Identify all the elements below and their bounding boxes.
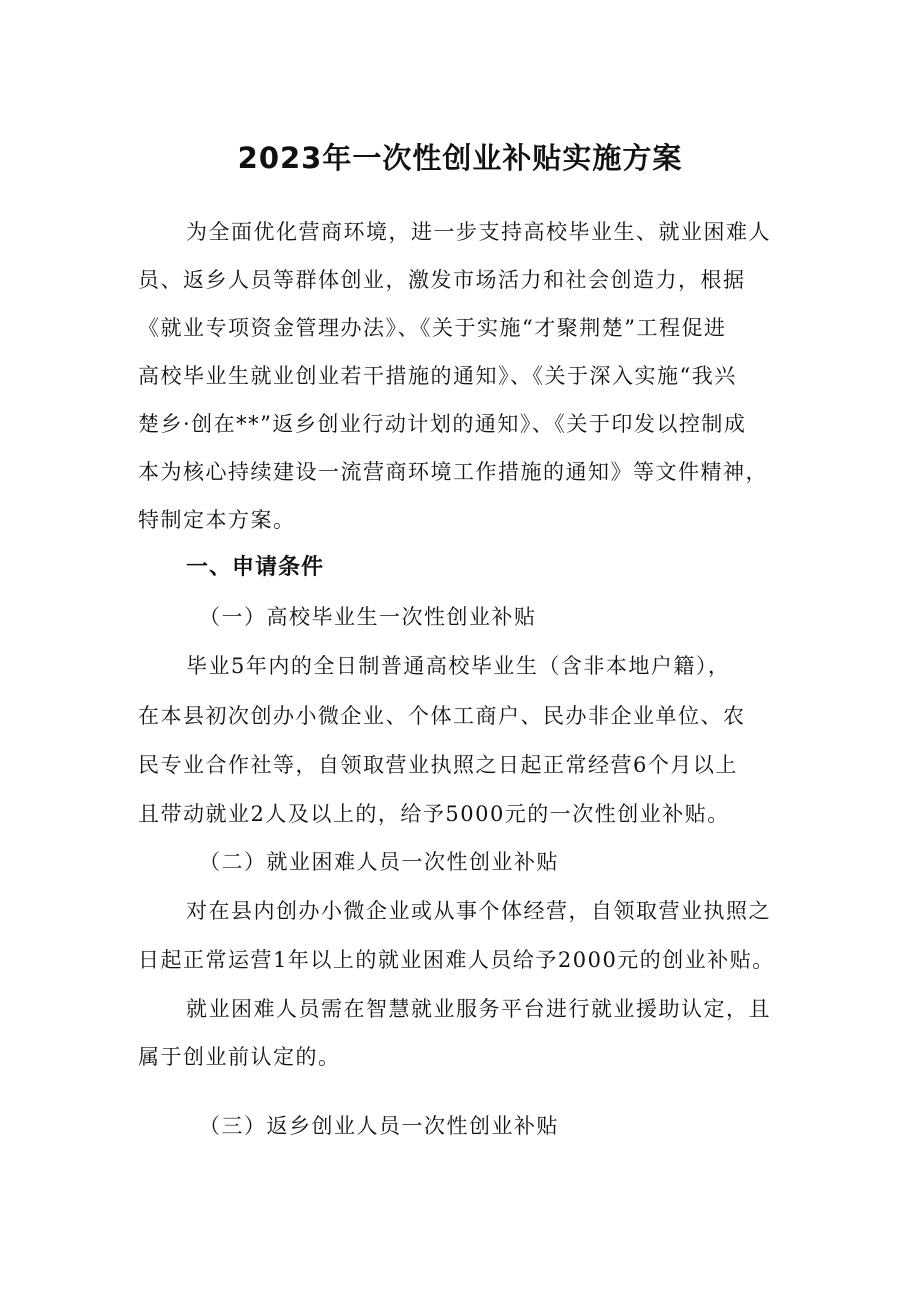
subsection-heading: （二）就业困难人员一次性创业补贴 — [199, 850, 559, 874]
intro-line: 本为核心持续建设一流营商环境工作措施的通知》等文件精神， — [138, 460, 768, 484]
body-line: 毕业5年内的全日制普通高校毕业生（含非本地户籍）， — [186, 654, 731, 678]
intro-line: 为全面优化营商环境，进一步支持高校毕业生、就业困难人 — [186, 220, 771, 244]
document-title: 2023年一次性创业补贴实施方案 — [237, 141, 683, 175]
intro-line: 高校毕业生就业创业若干措施的通知》、《关于深入实施“我兴 — [138, 364, 737, 388]
body-line: 对在县内创办小微企业或从事个体经营，自领取营业执照之 — [186, 899, 771, 923]
body-line: 在本县初次创办小微企业、个体工商户、民办非企业单位、农 — [138, 704, 746, 728]
intro-line: 《就业专项资金管理办法》、《关于实施“才聚荆楚”工程促进 — [138, 316, 727, 340]
body-line: 民专业合作社等，自领取营业执照之日起正常经营6个月以上 — [138, 753, 738, 777]
body-line: 且带动就业2人及以上的，给予5000元的一次性创业补贴。 — [138, 802, 730, 826]
body-line: 就业困难人员需在智慧就业服务平台进行就业援助认定，且 — [186, 997, 771, 1021]
intro-line: 楚乡·创在**”返乡创业行动计划的通知》、《关于印发以控制成 — [138, 412, 747, 436]
subsection-heading: （一）高校毕业生一次性创业补贴 — [199, 605, 537, 629]
intro-line: 特制定本方案。 — [138, 508, 296, 532]
intro-line: 员、返乡人员等群体创业，激发市场活力和社会创造力，根据 — [138, 268, 746, 292]
section-heading: 一、申请条件 — [186, 555, 325, 580]
body-line: 日起正常运营1年以上的就业困难人员给予2000元的创业补贴。 — [138, 948, 775, 972]
body-line: 属于创业前认定的。 — [138, 1045, 341, 1069]
subsection-heading: （三）返乡创业人员一次性创业补贴 — [199, 1114, 559, 1138]
